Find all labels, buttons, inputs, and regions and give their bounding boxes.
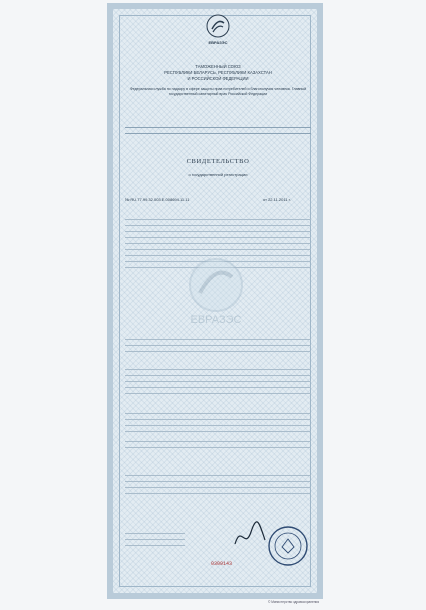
certificate-number: № RU.77.99.32.003.E.008694.11.11 <box>125 197 190 202</box>
text-line <box>125 369 311 370</box>
text-line <box>125 475 311 476</box>
text-line <box>125 545 185 546</box>
document-title: СВИДЕТЕЛЬСТВО <box>186 158 250 165</box>
certificate-date: от 22.11.2011 г. <box>263 197 291 202</box>
text-line <box>125 431 311 432</box>
divider <box>125 133 311 134</box>
text-line <box>125 447 311 448</box>
watermark-text: ЕВРАЗЭС <box>190 314 242 326</box>
corner-note: © Министерство здравоохранения <box>268 600 320 604</box>
text-line <box>125 237 311 238</box>
document-subtitle: о государственной регистрации <box>188 172 248 177</box>
evrazes-emblem-icon <box>206 14 230 38</box>
text-line <box>125 339 311 340</box>
text-line <box>125 387 311 388</box>
signature <box>231 514 271 554</box>
text-line <box>125 539 185 540</box>
text-line <box>125 413 311 414</box>
text-line <box>125 345 311 346</box>
issuing-authority: Федеральная служба по надзору в сфере защиты прав потребителей и благополучия человека. Главный государственный санитарный врач Российской Федерации <box>129 87 307 96</box>
text-line <box>125 487 311 488</box>
header-line-3: И РОССИЙСКОЙ ФЕДЕРАЦИИ <box>187 76 249 81</box>
watermark-seal <box>176 249 256 329</box>
text-line <box>125 381 311 382</box>
text-line <box>125 231 311 232</box>
text-line <box>125 441 311 442</box>
text-line <box>125 375 311 376</box>
logo-text: ЕВРАЗЭС <box>208 40 228 45</box>
official-stamp <box>267 525 309 567</box>
text-line <box>125 493 311 494</box>
text-line <box>125 419 311 420</box>
text-line <box>125 481 311 482</box>
text-line <box>125 219 311 220</box>
text-line <box>125 225 311 226</box>
text-line <box>125 351 311 352</box>
header-line-1: ТАМОЖЕННЫЙ СОЮЗ <box>195 64 241 69</box>
divider <box>125 127 311 128</box>
text-line <box>125 243 311 244</box>
certificate-document <box>107 3 323 599</box>
text-line <box>125 533 185 534</box>
text-line <box>125 393 311 394</box>
serial-number: 0309143 <box>211 561 233 567</box>
text-line <box>125 425 311 426</box>
header-line-2: РЕСПУБЛИКИ БЕЛАРУСЬ, РЕСПУБЛИКИ КАЗАХСТАН <box>164 70 272 75</box>
